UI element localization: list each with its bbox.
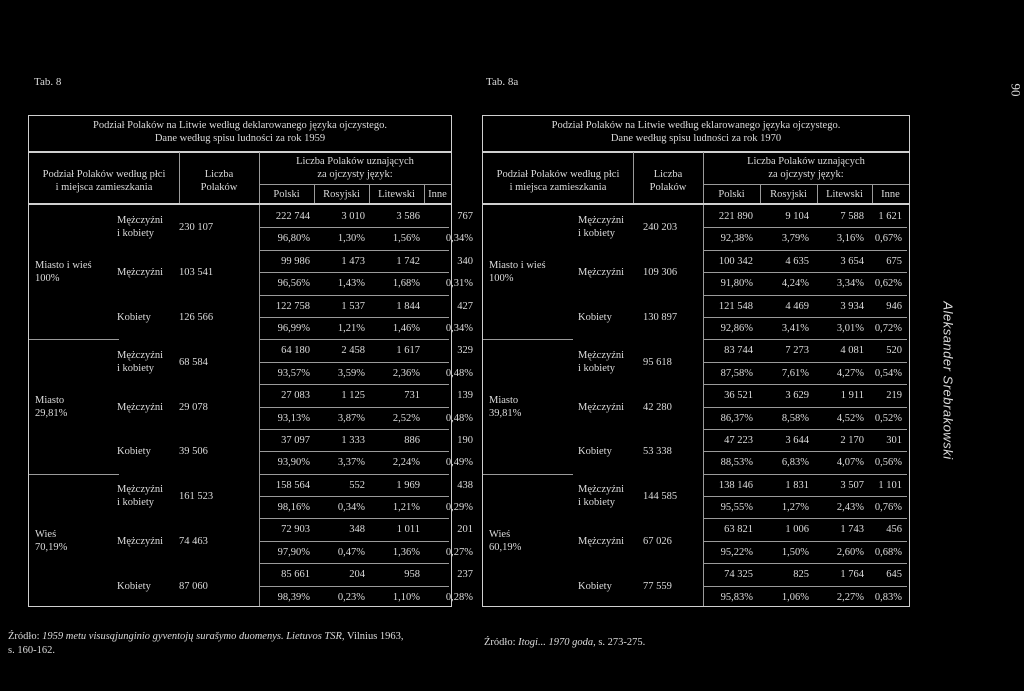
right-source-note: [484, 636, 904, 650]
cell-percent: 0,29%: [445, 502, 473, 514]
cell-percent: 2,43%: [836, 502, 864, 514]
header-lang-group-line1: Liczba Polaków uznających: [747, 156, 865, 167]
row-label-line1: Kobiety: [117, 446, 151, 458]
row-label-line1: Mężczyźni: [578, 484, 625, 496]
body-divider: [703, 205, 704, 606]
cell-count: 1 473: [341, 255, 365, 267]
cell-divider: [259, 586, 449, 587]
header-col-division-line1: Podział Polaków według płci: [496, 169, 620, 180]
author-name: Aleksander Srebrakowski: [940, 300, 956, 460]
cell-count: 85 661: [281, 569, 310, 581]
cell-divider: [703, 362, 907, 363]
cell-percent: 3,16%: [836, 233, 864, 245]
cell-percent: 1,30%: [337, 233, 365, 245]
cell-divider: [703, 586, 907, 587]
row-total: 240 203: [643, 222, 678, 234]
source-title: 1959 metu visusąjunginio gyventojų surašymo duomenys. Lietuvos TSR,: [42, 631, 345, 642]
row-divider: [259, 518, 449, 519]
cell-count: 47 223: [724, 434, 753, 446]
header-col-total-line1: Liczba: [653, 169, 683, 180]
cell-percent: 1,36%: [392, 546, 420, 558]
cell-percent: 3,37%: [337, 457, 365, 469]
row-total: 42 280: [643, 401, 672, 413]
row-label-line1: Mężczyźni: [117, 484, 164, 496]
group-label-line2: 29,81%: [35, 407, 68, 419]
header-col-division-line1: Podział Polaków według płci: [42, 169, 166, 180]
cell-percent: 0,23%: [337, 591, 365, 603]
cell-count: 958: [404, 569, 420, 581]
cell-percent: 95,22%: [720, 546, 753, 558]
cell-divider: [703, 227, 907, 228]
cell-count: 138 146: [718, 479, 753, 491]
page-number: 90: [1008, 83, 1024, 97]
cell-divider: [703, 407, 907, 408]
cell-percent: 0,34%: [337, 502, 365, 514]
cell-count: 886: [404, 434, 420, 446]
row-total: 67 026: [643, 535, 672, 547]
author-running-head: [936, 285, 960, 475]
row-label-line1: Kobiety: [117, 311, 151, 323]
row-label-line1: Mężczyźni: [578, 349, 625, 361]
cell-count: 121 548: [718, 300, 753, 312]
row-label-line1: Mężczyźni: [578, 535, 625, 547]
cell-percent: 3,41%: [781, 322, 809, 334]
cell-count: 7 273: [785, 345, 809, 357]
group-label-line2: 100%: [489, 273, 514, 285]
row-divider: [703, 339, 907, 340]
header-lang-0: Polski: [718, 189, 745, 200]
cell-percent: 0,27%: [445, 546, 473, 558]
cell-count: 72 903: [281, 524, 310, 536]
group-label-line2: 60,19%: [489, 541, 522, 553]
cell-percent: 0,34%: [445, 233, 473, 245]
cell-percent: 1,27%: [781, 502, 809, 514]
row-total: 87 060: [179, 580, 208, 592]
row-label-line1: Kobiety: [117, 580, 151, 592]
cell-percent: 0,28%: [445, 591, 473, 603]
row-label-line1: Mężczyźni: [578, 267, 625, 279]
cell-percent: 0,62%: [874, 278, 902, 290]
row-divider: [703, 384, 907, 385]
header-lang-2: Litewski: [378, 189, 415, 200]
row-divider: [259, 384, 449, 385]
cell-count: 427: [457, 300, 473, 312]
cell-percent: 93,57%: [277, 367, 310, 379]
cell-percent: 2,36%: [392, 367, 420, 379]
row-total: 161 523: [179, 491, 214, 503]
header-lang-2: Litewski: [826, 189, 863, 200]
row-label-line1: Kobiety: [578, 311, 612, 323]
header-divider: [817, 184, 818, 203]
cell-percent: 1,06%: [781, 591, 809, 603]
cell-count: 1 125: [341, 390, 365, 402]
cell-percent: 0,31%: [445, 278, 473, 290]
group-label-line2: 100%: [35, 273, 60, 285]
row-label-line2: i kobiety: [578, 497, 616, 509]
group-divider: [29, 474, 119, 475]
cell-count: 99 986: [281, 255, 310, 267]
header-lang-0: Polski: [273, 189, 300, 200]
cell-count: 1 844: [396, 300, 420, 312]
cell-count: 3 934: [840, 300, 864, 312]
cell-percent: 0,48%: [445, 367, 473, 379]
cell-percent: 1,43%: [337, 278, 365, 290]
cell-count: 3 654: [840, 255, 864, 267]
cell-percent: 97,90%: [277, 546, 310, 558]
header-lang-group-line2: za ojczysty język:: [768, 169, 844, 180]
cell-count: 552: [349, 479, 365, 491]
row-total: 95 618: [643, 356, 672, 368]
row-total: 53 338: [643, 446, 672, 458]
source-prefix: Źródło:: [8, 631, 43, 642]
cell-count: 1 101: [878, 479, 902, 491]
cell-percent: 0,47%: [337, 546, 365, 558]
cell-percent: 3,59%: [337, 367, 365, 379]
cell-count: 438: [457, 479, 473, 491]
body-divider: [259, 205, 260, 606]
cell-divider: [703, 451, 907, 452]
cell-percent: 2,60%: [836, 546, 864, 558]
cell-divider: [703, 496, 907, 497]
cell-percent: 8,58%: [781, 412, 809, 424]
table-title-line1: Podział Polaków na Litwie według eklarowanego języka ojczystego.: [551, 120, 841, 131]
cell-count: 3 629: [785, 390, 809, 402]
header-lang-3: Inne: [881, 189, 900, 200]
cell-count: 2 170: [840, 434, 864, 446]
source-pages: s. 160-162.: [8, 645, 55, 656]
row-divider: [703, 563, 907, 564]
cell-count: 1 537: [341, 300, 365, 312]
cell-count: 1 743: [840, 524, 864, 536]
cell-percent: 86,37%: [720, 412, 753, 424]
header-divider: [424, 184, 425, 203]
cell-count: 520: [886, 345, 902, 357]
cell-percent: 2,24%: [392, 457, 420, 469]
source-prefix: Źródło:: [484, 637, 519, 648]
cell-count: 3 507: [840, 479, 864, 491]
cell-divider: [259, 362, 449, 363]
cell-count: 675: [886, 255, 902, 267]
row-divider: [703, 474, 907, 475]
cell-count: 1 969: [396, 479, 420, 491]
cell-percent: 3,87%: [337, 412, 365, 424]
row-divider: [259, 563, 449, 564]
cell-count: 946: [886, 300, 902, 312]
cell-percent: 96,99%: [277, 322, 310, 334]
row-divider: [703, 295, 907, 296]
header-col-total-line1: Liczba: [204, 169, 234, 180]
row-divider: [259, 295, 449, 296]
cell-count: 201: [457, 524, 473, 536]
cell-count: 204: [349, 569, 365, 581]
cell-count: 348: [349, 524, 365, 536]
cell-count: 1 011: [396, 524, 420, 536]
header-divider: [703, 184, 909, 185]
cell-percent: 0,48%: [445, 412, 473, 424]
cell-percent: 1,21%: [337, 322, 365, 334]
cell-count: 64 180: [281, 345, 310, 357]
source-rest: s. 273-275.: [595, 637, 646, 648]
cell-count: 27 083: [281, 390, 310, 402]
group-label-line2: 70,19%: [35, 541, 68, 553]
cell-percent: 1,21%: [392, 502, 420, 514]
cell-percent: 95,83%: [720, 591, 753, 603]
row-divider: [259, 474, 449, 475]
cell-divider: [259, 272, 449, 273]
cell-percent: 2,52%: [392, 412, 420, 424]
row-label-line1: Mężczyźni: [578, 401, 625, 413]
cell-percent: 1,50%: [781, 546, 809, 558]
row-divider: [703, 518, 907, 519]
cell-percent: 0,54%: [874, 367, 902, 379]
table-title-line1: Podział Polaków na Litwie według deklarowanego języka ojczystego.: [93, 120, 387, 131]
header-divider: [259, 184, 451, 185]
cell-percent: 0,52%: [874, 412, 902, 424]
group-divider: [483, 339, 573, 340]
row-total: 144 585: [643, 491, 678, 503]
cell-count: 3 644: [785, 434, 809, 446]
row-total: 77 559: [643, 580, 672, 592]
cell-percent: 3,01%: [836, 322, 864, 334]
cell-count: 645: [886, 569, 902, 581]
source-rest: Vilnius 1963,: [344, 631, 404, 642]
row-label-line1: Kobiety: [578, 446, 612, 458]
header-divider: [369, 184, 370, 203]
cell-percent: 87,58%: [720, 367, 753, 379]
source-title: Itogi... 1970 goda,: [518, 637, 596, 648]
cell-percent: 92,38%: [720, 233, 753, 245]
group-label-line1: Wieś: [35, 528, 57, 540]
row-label-line2: i kobiety: [578, 362, 616, 374]
cell-count: 301: [886, 434, 902, 446]
cell-percent: 1,10%: [392, 591, 420, 603]
row-label-line1: Mężczyźni: [117, 535, 164, 547]
table-header: [28, 151, 452, 204]
cell-count: 1 764: [840, 569, 864, 581]
cell-count: 1 911: [840, 390, 864, 402]
header-lang-group-line1: Liczba Polaków uznających: [296, 156, 414, 167]
row-total: 39 506: [179, 446, 208, 458]
cell-percent: 4,52%: [836, 412, 864, 424]
cell-percent: 7,61%: [781, 367, 809, 379]
header-col-division-line2: i miejsca zamieszkania: [509, 182, 607, 193]
row-label-line1: Mężczyźni: [117, 349, 164, 361]
cell-percent: 4,07%: [836, 457, 864, 469]
cell-percent: 0,49%: [445, 457, 473, 469]
cell-percent: 93,90%: [277, 457, 310, 469]
header-divider: [872, 184, 873, 203]
cell-count: 1 621: [878, 211, 902, 222]
header-lang-1: Rosyjski: [770, 189, 807, 200]
row-total: 230 107: [179, 222, 214, 234]
row-total: 126 566: [179, 311, 214, 323]
cell-divider: [259, 451, 449, 452]
cell-count: 219: [886, 390, 902, 402]
cell-divider: [259, 317, 449, 318]
cell-count: 139: [457, 390, 473, 402]
cell-percent: 0,56%: [874, 457, 902, 469]
row-divider: [259, 429, 449, 430]
cell-percent: 95,55%: [720, 502, 753, 514]
cell-count: 1 617: [396, 345, 420, 357]
cell-percent: 4,24%: [781, 278, 809, 290]
cell-percent: 1,68%: [392, 278, 420, 290]
cell-percent: 96,80%: [277, 233, 310, 245]
row-total: 103 541: [179, 267, 214, 279]
header-lang-1: Rosyjski: [323, 189, 360, 200]
header-divider: [760, 184, 761, 203]
header-col-total-line2: Polaków: [649, 182, 687, 193]
cell-count: 3 586: [396, 211, 420, 222]
cell-divider: [259, 407, 449, 408]
row-label-line2: i kobiety: [117, 497, 155, 509]
row-label-line2: i kobiety: [578, 228, 616, 240]
cell-count: 329: [457, 345, 473, 357]
cell-count: 456: [886, 524, 902, 536]
cell-count: 9 104: [785, 211, 809, 222]
cell-percent: 2,27%: [836, 591, 864, 603]
cell-percent: 0,76%: [874, 502, 902, 514]
group-label-line1: Miasto: [489, 394, 519, 406]
table-body: [482, 204, 910, 607]
cell-count: 767: [457, 211, 473, 222]
table-header: [482, 151, 910, 204]
cell-count: 1 333: [341, 434, 365, 446]
cell-divider: [703, 541, 907, 542]
cell-count: 3 010: [341, 211, 365, 222]
cell-count: 237: [457, 569, 473, 581]
row-label-line1: Kobiety: [578, 580, 612, 592]
row-divider: [259, 250, 449, 251]
left-table-number: Tab. 8: [34, 76, 62, 88]
cell-count: 37 097: [281, 434, 310, 446]
left-source-note: [8, 630, 468, 658]
table-title-line2: Dane według spisu ludności za rok 1959: [154, 133, 326, 144]
cell-percent: 0,68%: [874, 546, 902, 558]
cell-percent: 4,27%: [836, 367, 864, 379]
row-total: 109 306: [643, 267, 678, 279]
cell-percent: 1,56%: [392, 233, 420, 245]
row-divider: [259, 339, 449, 340]
group-divider: [29, 339, 119, 340]
cell-count: 63 821: [724, 524, 753, 536]
cell-percent: 98,39%: [277, 591, 310, 603]
group-label-line1: Wieś: [489, 528, 511, 540]
row-divider: [703, 250, 907, 251]
row-total: 68 584: [179, 356, 208, 368]
table-title-line2: Dane według spisu ludności za rok 1970: [610, 133, 782, 144]
cell-count: 4 469: [785, 300, 809, 312]
cell-count: 221 890: [718, 211, 753, 222]
cell-count: 825: [793, 569, 809, 581]
cell-count: 122 758: [275, 300, 310, 312]
cell-divider: [703, 317, 907, 318]
cell-count: 1 742: [396, 255, 420, 267]
group-label-line2: 39,81%: [489, 407, 522, 419]
cell-percent: 0,67%: [874, 233, 902, 245]
cell-percent: 3,34%: [836, 278, 864, 290]
cell-percent: 98,16%: [277, 502, 310, 514]
cell-percent: 88,53%: [720, 457, 753, 469]
header-col-division-line2: i miejsca zamieszkania: [55, 182, 153, 193]
cell-percent: 6,83%: [781, 457, 809, 469]
cell-count: 4 635: [785, 255, 809, 267]
row-label-line1: Mężczyźni: [578, 215, 625, 227]
cell-count: 4 081: [840, 345, 864, 357]
cell-divider: [259, 496, 449, 497]
row-total: 74 463: [179, 535, 208, 547]
cell-count: 1 831: [785, 479, 809, 491]
cell-count: 731: [404, 390, 420, 402]
row-label-line1: Mężczyźni: [117, 215, 164, 227]
cell-divider: [259, 227, 449, 228]
header-lang-group-line2: za ojczysty język:: [317, 169, 393, 180]
cell-percent: 91,80%: [720, 278, 753, 290]
header-divider: [314, 184, 315, 203]
cell-percent: 0,72%: [874, 322, 902, 334]
cell-count: 1 006: [785, 524, 809, 536]
cell-count: 7 588: [840, 211, 864, 222]
cell-divider: [259, 541, 449, 542]
cell-count: 36 521: [724, 390, 753, 402]
row-label-line2: i kobiety: [117, 228, 155, 240]
cell-percent: 92,86%: [720, 322, 753, 334]
cell-count: 2 458: [341, 345, 365, 357]
cell-percent: 93,13%: [277, 412, 310, 424]
row-total: 130 897: [643, 311, 678, 323]
cell-percent: 0,34%: [445, 322, 473, 334]
cell-percent: 3,79%: [781, 233, 809, 245]
header-col-total-line2: Polaków: [200, 182, 238, 193]
row-label-line2: i kobiety: [117, 362, 155, 374]
right-table-number: Tab. 8a: [486, 76, 519, 88]
group-label-line1: Miasto i wieś: [489, 260, 546, 272]
row-label-line1: Mężczyźni: [117, 401, 164, 413]
cell-count: 100 342: [718, 255, 753, 267]
cell-count: 158 564: [275, 479, 310, 491]
header-lang-3: Inne: [428, 189, 447, 200]
row-divider: [703, 429, 907, 430]
cell-percent: 96,56%: [277, 278, 310, 290]
cell-divider: [703, 272, 907, 273]
cell-percent: 1,46%: [392, 322, 420, 334]
row-label-line1: Mężczyźni: [117, 267, 164, 279]
group-divider: [483, 474, 573, 475]
cell-count: 222 744: [275, 211, 310, 222]
cell-count: 340: [457, 255, 473, 267]
cell-count: 190: [457, 434, 473, 446]
table-body: [28, 204, 473, 607]
row-total: 29 078: [179, 401, 208, 413]
cell-percent: 0,83%: [874, 591, 902, 603]
cell-count: 74 325: [724, 569, 753, 581]
group-label-line1: Miasto: [35, 394, 65, 406]
group-label-line1: Miasto i wieś: [35, 260, 92, 272]
cell-count: 83 744: [724, 345, 753, 357]
